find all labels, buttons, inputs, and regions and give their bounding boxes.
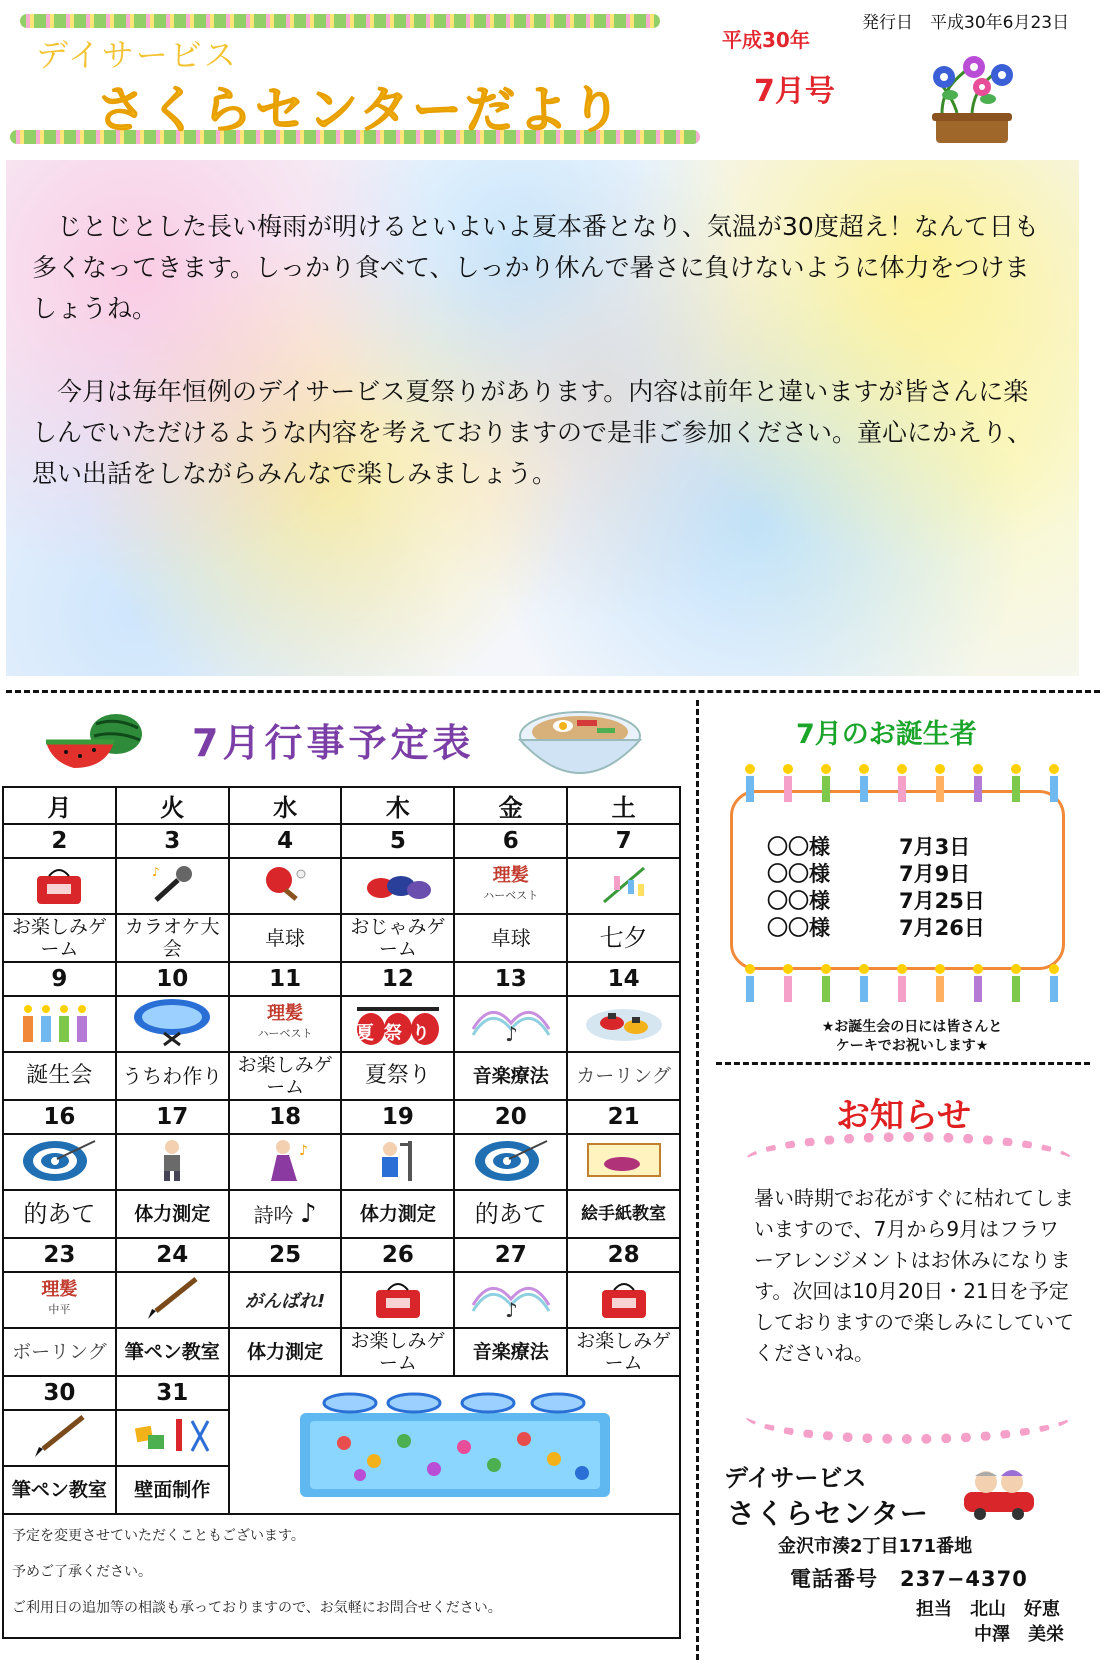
event-label: お楽しみゲーム — [341, 1328, 454, 1376]
event-label: 絵手紙教室 — [567, 1190, 680, 1238]
event-label: 的あて — [454, 1190, 567, 1238]
notice-title: お知らせ — [836, 1096, 971, 1136]
date-cell: 3 — [116, 824, 229, 858]
weekday-tue: 火 — [116, 787, 229, 824]
birthday-name: 〇〇様 — [767, 835, 830, 859]
microphone-icon — [142, 862, 202, 906]
birthday-note-line: ★お誕生会の日には皆さんと — [821, 1019, 1003, 1035]
date-cell: 31 — [116, 1376, 229, 1410]
water-balloon-pool-icon — [264, 1383, 644, 1503]
schedule-title: 7月行事予定表 — [192, 721, 475, 765]
event-label: 体力測定 — [116, 1190, 229, 1238]
date-cell: 11 — [229, 962, 342, 996]
event-label-text: 詩吟 — [253, 1202, 294, 1227]
birthday-entry — [767, 861, 985, 888]
event-label: 夏祭り — [341, 1052, 454, 1100]
date-cell: 27 — [454, 1238, 567, 1272]
divider-horizontal — [6, 690, 1100, 693]
measure-height-icon — [368, 1137, 428, 1183]
schedule-notes — [2, 1497, 681, 1639]
header-garland-top — [20, 14, 660, 28]
date-cell: 2 — [3, 824, 116, 858]
barber-label: 理髪 中平 — [41, 1279, 78, 1316]
music-note-icon: ♪ — [299, 1198, 317, 1229]
date-cell: 13 — [454, 962, 567, 996]
birthday-title: 7月のお誕生者 — [796, 719, 977, 750]
newsletter-title: さくらセンターだより — [96, 81, 624, 139]
morning-glory-pot-icon — [922, 55, 1022, 149]
candles-row-icon — [742, 762, 1072, 804]
postcard-icon — [582, 1140, 666, 1180]
weekday-fri: 金 — [454, 787, 567, 824]
birthday-date: 7月9日 — [899, 862, 971, 886]
event-label: 体力測定 — [341, 1190, 454, 1238]
event-label: 壁面制作 — [116, 1466, 229, 1514]
weekday-mon: 月 — [3, 787, 116, 824]
candles-icon — [17, 1000, 101, 1044]
date-cell: 23 — [3, 1238, 116, 1272]
staff-line: 中澤 美栄 — [974, 1624, 1064, 1645]
birthday-date: 7月3日 — [899, 835, 971, 859]
event-label: お楽しみゲーム — [567, 1328, 680, 1376]
watermelon-icon — [44, 712, 144, 770]
music-notes-icon — [469, 999, 553, 1045]
tanabata-icon — [594, 862, 654, 906]
divider-right-section — [716, 1062, 1090, 1065]
org-name-line2: さくらセンター — [727, 1497, 929, 1530]
brush-pen-icon — [29, 1413, 89, 1459]
birthday-list — [767, 834, 985, 942]
singer-icon — [255, 1137, 315, 1183]
festival-badge: 夏祭り — [355, 1023, 440, 1044]
birthday-note-line: ケーキでお祝いします★ — [835, 1038, 989, 1054]
issue-date: 発行日 平成30年6月23日 — [862, 13, 1070, 33]
date-cell: 16 — [3, 1100, 116, 1134]
issue-era: 平成30年 — [722, 28, 810, 52]
fan-icon — [130, 997, 214, 1047]
schedule-note: ご利用日の追加等の相談も承っておりますので、お気軽にお問合せください。 — [12, 1600, 502, 1616]
noodle-bowl-icon — [515, 706, 645, 782]
event-label: 卓球 — [229, 914, 342, 962]
craft-supplies-icon — [130, 1413, 214, 1459]
notice-text-body: 暑い時期でお花がすぐに枯れてしまいますので、7月から9月はフラワーアレンジメントはお休みになります。次回は10月20日・21日を予定しておりますので楽しみにしていてくださいね。 — [754, 1186, 1074, 1365]
event-label: カーリング — [567, 1052, 680, 1100]
target-icon — [17, 1137, 101, 1183]
birthday-date: 7月26日 — [899, 916, 985, 940]
date-cell: 26 — [341, 1238, 454, 1272]
birthday-entry — [767, 915, 985, 942]
cheer-label: がんばれ! — [244, 1291, 326, 1312]
date-cell: 10 — [116, 962, 229, 996]
schedule-note: 予定を変更させていただくこともございます。 — [12, 1528, 305, 1544]
org-address: 金沢市湊2丁目171番地 — [778, 1536, 973, 1557]
game-bag-icon — [594, 1276, 654, 1320]
date-cell: 7 — [567, 824, 680, 858]
intro-fireworks-panel — [6, 160, 1079, 676]
birthday-entry — [767, 834, 985, 861]
svg-text:♪: ♪ — [152, 865, 160, 879]
beanbag-icon — [363, 862, 433, 906]
event-label: 筆ペン教室 — [3, 1466, 116, 1514]
date-cell: 4 — [229, 824, 342, 858]
divider-vertical — [696, 700, 699, 1660]
event-label: 誕生会 — [3, 1052, 116, 1100]
issue-month: 7月号 — [754, 74, 835, 109]
music-notes-icon — [469, 1275, 553, 1321]
event-label — [229, 1190, 342, 1238]
weekday-wed: 水 — [229, 787, 342, 824]
birthday-date: 7月25日 — [899, 889, 985, 913]
barber-label: 理髪 ハーベスト — [257, 1003, 313, 1040]
brush-pen-icon — [142, 1275, 202, 1321]
pool-illustration-cell — [229, 1376, 680, 1514]
svg-text:♪: ♪ — [504, 1022, 518, 1045]
game-bag-icon — [29, 862, 89, 906]
svg-text:♪: ♪ — [504, 1298, 518, 1321]
fitness-test-icon — [142, 1137, 202, 1183]
date-cell: 14 — [567, 962, 680, 996]
newsletter-subtitle: デイサービス — [36, 36, 238, 74]
event-label: 体力測定 — [229, 1328, 342, 1376]
birthday-note — [762, 1018, 1062, 1056]
curling-stones-icon — [582, 999, 666, 1045]
event-label: 卓球 — [454, 914, 567, 962]
event-label: カラオケ大会 — [116, 914, 229, 962]
event-label: 音楽療法 — [454, 1052, 567, 1100]
schedule-note: 予めご了承ください。 — [12, 1564, 152, 1580]
event-label: ボーリング — [3, 1328, 116, 1376]
weekday-thu: 木 — [341, 787, 454, 824]
date-cell: 30 — [3, 1376, 116, 1410]
birthday-entry — [767, 888, 985, 915]
date-cell: 19 — [341, 1100, 454, 1134]
ping-pong-icon — [255, 862, 315, 906]
date-cell: 9 — [3, 962, 116, 996]
event-label: お楽しみゲーム — [229, 1052, 342, 1100]
event-label: お楽しみゲーム — [3, 914, 116, 962]
target-icon — [469, 1137, 553, 1183]
intro-paragraph-1: じとじとした長い梅雨が明けるといよいよ夏本番となり、気温が30度超え！なんて日も多くなってきます。しっかり食べて、しっかり休んで暑さに負けないように体力をつけましょうね。 — [32, 212, 1039, 323]
schedule-table — [2, 786, 681, 1515]
weekday-sat: 土 — [567, 787, 680, 824]
event-label: おじゃみゲーム — [341, 914, 454, 962]
candles-row-icon — [742, 962, 1072, 1004]
birthday-name: 〇〇様 — [767, 916, 830, 940]
date-cell: 6 — [454, 824, 567, 858]
date-cell: 20 — [454, 1100, 567, 1134]
flower-wreath-bottom-icon — [744, 1384, 1074, 1444]
event-label: 筆ペン教室 — [116, 1328, 229, 1376]
event-label: 的あて — [3, 1190, 116, 1238]
game-bag-icon — [368, 1276, 428, 1320]
birthday-name: 〇〇様 — [767, 889, 830, 913]
date-cell: 5 — [341, 824, 454, 858]
event-label: うちわ作り — [116, 1052, 229, 1100]
date-cell: 21 — [567, 1100, 680, 1134]
date-cell: 17 — [116, 1100, 229, 1134]
staff-line: 担当 北山 好恵 — [916, 1599, 1060, 1620]
date-cell: 18 — [229, 1100, 342, 1134]
event-label: 七夕 — [567, 914, 680, 962]
date-cell: 28 — [567, 1238, 680, 1272]
intro-paragraph-2: 今月は毎年恒例のデイサービス夏祭りがあります。内容は前年と違いますが皆さんに楽しんでいただけるような内容を考えておりますので是非ご参加ください。童心にかえり、思い出話をしながらみんなで楽しみましょう。 — [32, 377, 1033, 488]
event-label: 音楽療法 — [454, 1328, 567, 1376]
date-cell: 25 — [229, 1238, 342, 1272]
date-cell: 12 — [341, 962, 454, 996]
org-name-line1: デイサービス — [724, 1464, 867, 1492]
barber-label: 理髪 ハーベスト — [483, 865, 539, 902]
org-phone: 電話番号 237−4370 — [790, 1567, 1028, 1591]
notice-text — [754, 1183, 1074, 1369]
birthday-name: 〇〇様 — [767, 862, 830, 886]
date-cell: 24 — [116, 1238, 229, 1272]
seniors-car-icon — [960, 1466, 1050, 1522]
svg-text:♪: ♪ — [299, 1143, 308, 1159]
